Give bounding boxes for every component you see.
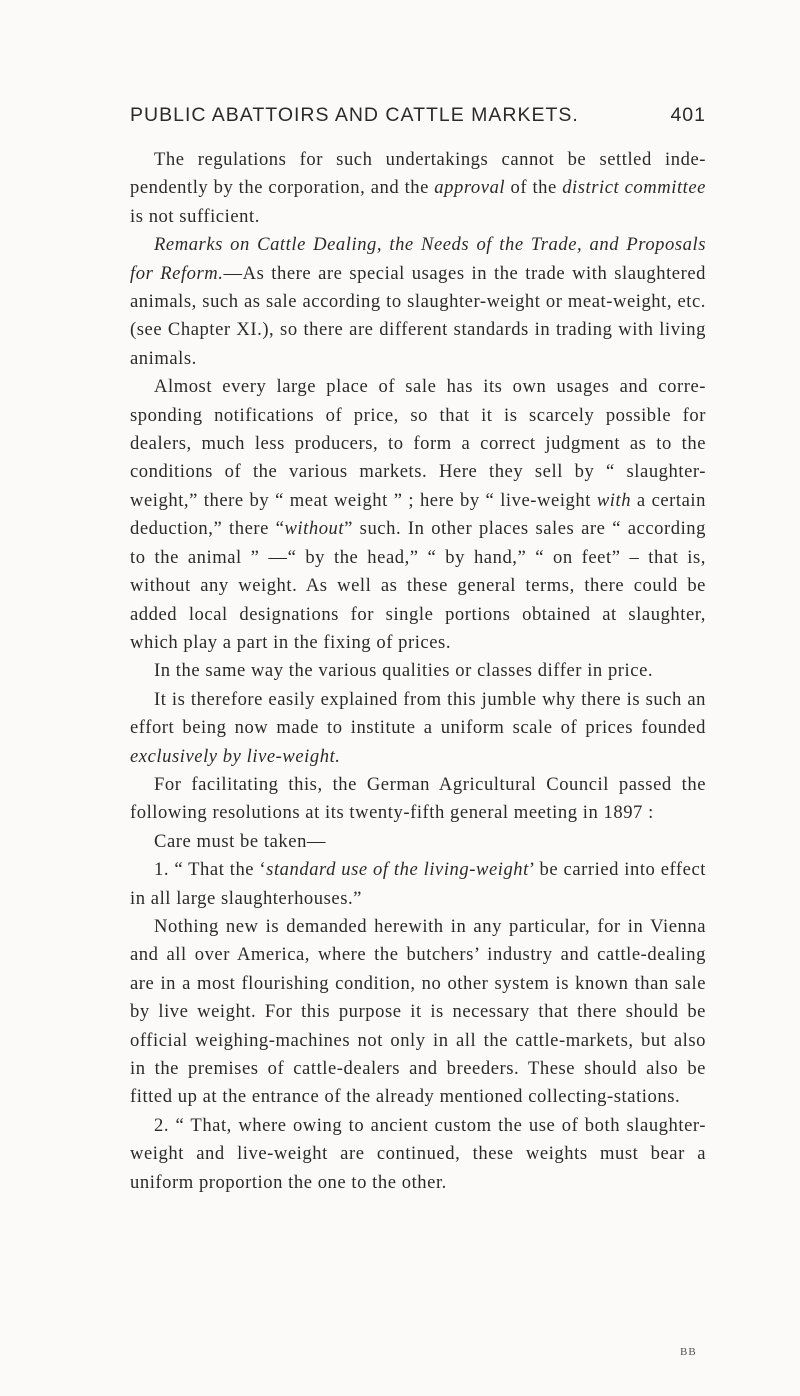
page-number: 401 <box>670 104 706 126</box>
running-title: PUBLIC ABATTOIRS AND CATTLE MARKETS. <box>130 104 579 126</box>
paragraph-vienna: Nothing new is demanded herewith in any particular, for in Vienna and all over America, where the butchers’ industry and cattle-dealing are in a most flourishing condition, no other system is known than sale by live weight. For this purpose it is necessary that there should be official weighing-machines not only in all the cattle-markets, but also in the premises of cattle-dealers and breeders. These should also be fitted up at the entrance of the already mentioned collecting-stations. <box>130 915 706 1108</box>
paragraph-council: For facilitating this, the German Agricultural Council passed the following resolutions at its twenty-fifth general meeting in 1897 : <box>130 773 706 824</box>
paragraph-usages: Almost every large place of sale has its own usages and corre-sponding notifications of price, so that it is scarcely possible for dealers, much less producers, to form a correct judgment as to the conditions of the various markets. Here they sell by “ slaughter-weight,” there by “ meat weight ” ; here by “ live-weight with a certain deduction,” there “without” such. In other places sales are “ according to the animal ” —“ by the head,” “ by hand,” “ on feet” – that is, without any weight. As well as these general terms, there could be added local designations for single portions obtained at slaughter, which play a part in the fixing of prices. <box>130 376 706 653</box>
paragraph-jumble: It is therefore easily explained from this jumble why there is such an effort being now made to institute a uniform scale of prices founded exclusively by live-weight. <box>130 688 706 767</box>
page-body <box>130 146 706 1197</box>
paragraph-regulations: The regulations for such undertakings cannot be settled inde-pendently by the corporation, and the approval of the district committee is not sufficient. <box>130 149 706 227</box>
resolution-1: 1. “ That the ‘standard use of the living-weight’ be carried into effect in all large slaughterhouses.” <box>130 859 706 909</box>
signature-mark: BB <box>680 1346 697 1358</box>
paragraph-remarks: Remarks on Cattle Dealing, the Needs of the Trade, and Proposals for Reform.—As there are special usages in the trade with slaughtered animals, such as sale according to slaughter-weight or meat-weight, etc. (see Chapter XI.), so there are different standards in trading with living animals. <box>130 234 706 369</box>
paragraph-qualities: In the same way the various qualities or classes differ in price. <box>154 660 654 682</box>
section-heading: Remarks on Cattle Dealing, the Needs of the Trade, and Proposals for Reform. <box>130 234 706 284</box>
paragraph-care: Care must be taken— <box>154 830 327 852</box>
resolution-2: 2. “ That, where owing to ancient custom the use of both slaughter-weight and live-weight are continued, these weights must bear a uniform proportion the one to the other. <box>130 1114 706 1193</box>
running-header <box>130 104 706 134</box>
